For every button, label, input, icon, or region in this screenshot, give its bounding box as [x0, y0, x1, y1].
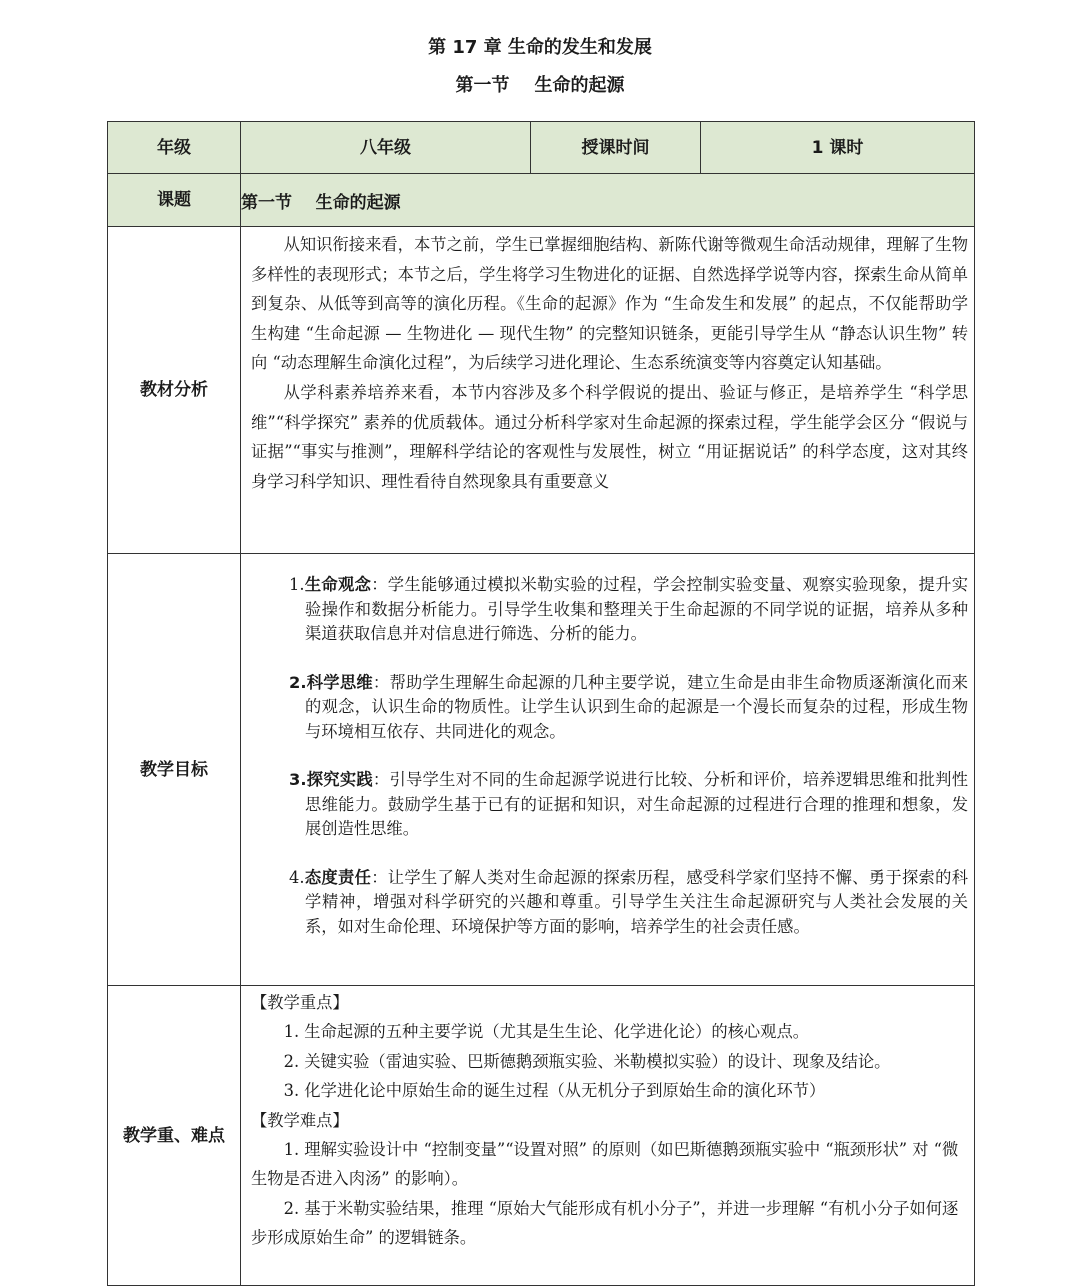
- key-point-item: 1. 生命起源的五种主要学说（尤其是生生论、化学进化论）的核心观点。: [283, 1022, 810, 1042]
- goal-number: 1.: [289, 575, 305, 594]
- table-row: [108, 122, 975, 174]
- goal-text: ：学生能够通过模拟米勒实验的过程，学会控制实验变量、观察实验现象，提升实验操作和数据分析能力。引导学生收集和整理关于生命起源的不同学说的证据，培养从多种渠道获取信息并对信息进行筛选、分析的能力。: [305, 575, 968, 643]
- table-row: [108, 174, 975, 227]
- time-value: 1 课时: [701, 122, 975, 174]
- analysis-label: 教材分析: [108, 227, 241, 554]
- analysis-content: [241, 227, 975, 554]
- grade-label: 年级: [108, 122, 241, 174]
- goal-number: 2.: [289, 672, 307, 692]
- table-row: [108, 554, 975, 986]
- goal-title: 科学思维: [306, 672, 373, 692]
- table-row: [108, 986, 975, 1286]
- topic-label: 课题: [108, 174, 241, 227]
- goals-content: [241, 554, 975, 986]
- goal-item: [289, 671, 968, 745]
- goal-title: 探究实践: [306, 770, 373, 789]
- goal-text: ：引导学生对不同的生命起源学说进行比较、分析和评价，培养逻辑思维和批判性思维能力。鼓励学生基于已有的证据和知识，对生命起源的过程进行合理的推理和想象，发展创造性思维。: [305, 770, 968, 838]
- goal-number: 4.: [289, 867, 305, 887]
- goal-item: [289, 768, 968, 842]
- topic-value: 第一节 生命的起源: [241, 174, 975, 227]
- difficult-point-item: 1. 理解实验设计中 “控制变量”“设置对照” 的原则（如巴斯德鹅颈瓶实验中 “瓶颈形状” 对 “微生物是否进入肉汤” 的影响）。: [251, 1140, 959, 1189]
- keys-content: [241, 986, 975, 1286]
- goal-item: [289, 866, 968, 940]
- section-title: 第一节 生命的起源: [455, 75, 625, 96]
- goal-item: [289, 573, 968, 647]
- key-point-item: 3. 化学进化论中原始生命的诞生过程（从无机分子到原始生命的演化环节）: [283, 1081, 826, 1101]
- difficult-points-heading: 【教学难点】: [251, 1110, 349, 1130]
- goal-text: ：让学生了解人类对生命起源的探索历程，感受科学家们坚持不懈、勇于探索的科学精神，增强对科学研究的兴趣和尊重。引导学生关注生命起源研究与人类社会发展的关系，如对生命伦理、环境保护等方面的影响，培养学生的社会责任感。: [305, 867, 968, 936]
- goals-label: 教学目标: [108, 554, 241, 986]
- difficult-point-item: 2. 基于米勒实验结果，推理 “原始大气能形成有机小分子”，并进一步理解 “有机小分子如何逐步形成原始生命” 的逻辑链条。: [251, 1198, 959, 1248]
- goal-title: 态度责任: [304, 867, 372, 887]
- table-row: [108, 227, 975, 554]
- key-points-heading: 【教学重点】: [251, 993, 349, 1012]
- analysis-paragraph: 从学科素养培养来看，本节内容涉及多个科学假说的提出、验证与修正，是培养学生 “科学思维”“科学探究” 素养的优质载体。通过分析科学家对生命起源的探索过程，学生能学会区分 “假说与证据”“事实与推测”，理解科学结论的客观性与发展性，树立 “用证据说话” 的科学态度，这对其终身学习科学知识、理性看待自然现象具有重要意义: [251, 382, 968, 491]
- goal-text: ：帮助学生理解生命起源的几种主要学说，建立生命是由非生命物质逐渐演化而来的观念，认识生命的物质性。让学生认识到生命的起源是一个漫长而复杂的过程，形成生物与环境相互依存、共同进化的观念。: [305, 672, 968, 741]
- goal-title: 生命观念: [304, 575, 372, 594]
- goal-number: 3.: [289, 770, 307, 789]
- analysis-paragraph: 从知识衔接来看，本节之前，学生已掌握细胞结构、新陈代谢等微观生命活动规律，理解了生物多样性的表现形式；本节之后，学生将学习生物进化的证据、自然选择学说等内容，探索生命从简单到复杂、从低等到高等的演化历程。《生命的起源》作为 “生命发生和发展” 的起点，不仅能帮助学生构建 “生命起源 — 生物进化 — 现代生物” 的完整知识链条，更能引导学生从 “静态认识生物” 转向 “动态理解生命演化过程”，为后续学习进化理论、生态系统演变等内容奠定认知基础。: [251, 235, 968, 373]
- lesson-plan-table: [107, 121, 975, 1286]
- grade-value: 八年级: [241, 122, 531, 174]
- keys-label: 教学重、难点: [108, 986, 241, 1286]
- chapter-title: 第 17 章 生命的发生和发展: [428, 37, 652, 58]
- key-point-item: 2. 关键实验（雷迪实验、巴斯德鹅颈瓶实验、米勒模拟实验）的设计、现象及结论。: [283, 1051, 891, 1071]
- time-label: 授课时间: [531, 122, 701, 174]
